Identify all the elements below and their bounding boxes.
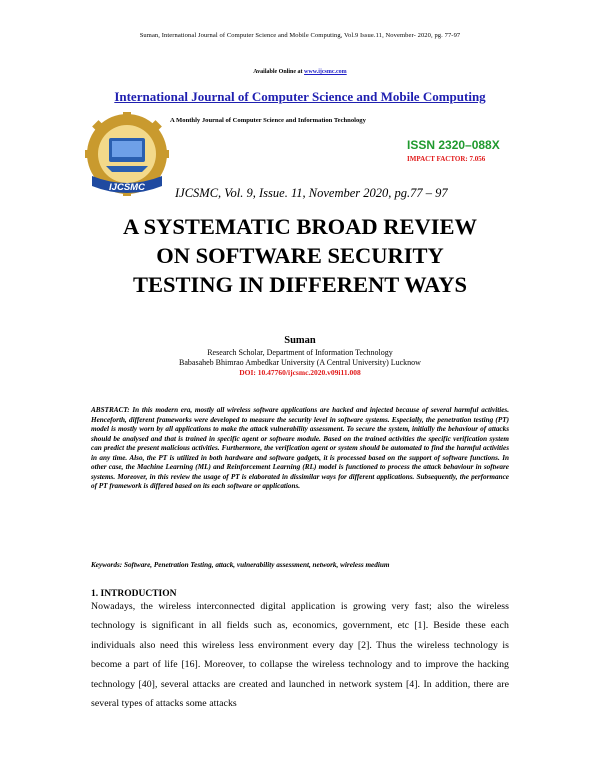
running-header: Suman, International Journal of Computer Science and Mobile Computing, Vol.9 Issue.11, November- 2020, pg. 77-97 xyxy=(139,32,461,39)
title-line: TESTING IN DIFFERENT WAYS xyxy=(132,272,468,297)
journal-subtitle: A Monthly Journal of Computer Science and Information Technology xyxy=(170,117,366,124)
logo-label: IJCSMC xyxy=(109,182,145,193)
availability-line xyxy=(0,69,600,75)
paper-title xyxy=(0,212,600,299)
journal-name[interactable]: International Journal of Computer Science and Mobile Computing xyxy=(114,89,486,104)
keywords: Keywords: Software, Penetration Testing, attack, vulnerability assessment, network, wireless medium xyxy=(91,561,390,569)
journal-website-link[interactable]: www.ijcsmc.com xyxy=(304,69,347,75)
issn-number: ISSN 2320–088X xyxy=(407,138,500,152)
title-line: A SYSTEMATIC BROAD REVIEW xyxy=(122,214,478,239)
author-name: Suman xyxy=(284,335,316,346)
author-affiliation-university: Babasaheb Bhimrao Ambedkar University (A Central University) Lucknow xyxy=(179,358,421,367)
doi[interactable]: DOI: 10.47760/ijcsmc.2020.v09i11.008 xyxy=(239,368,361,377)
section-heading-introduction: 1. INTRODUCTION xyxy=(91,589,177,599)
availability-label: Available Online at xyxy=(253,69,305,75)
abstract: ABSTRACT: In this modern era, mostly all wireless software applications are hacked and injected because of several harmful activities. Henceforth, different frameworks were developed to measure the security level in software systems. Especially, the penetration testing (PT) model is mostly worn by all applications to make the attack vulnerability assessment. To secure the system, initially the behaviour of attacks should be analysed and that is trained in specific agent or software module. Based on the trained activities the specific verification system can predict the present malicious activities. Furthermore, the verification agent or system should be automated to find the harmful activities in any time. Also, the PT is utilized in both hardware and software gadgets, it is processed based on the support of software functions. In other case, the Machine Learning (ML) and Reinforcement Learning (RL) model is functioned to process the attack behaviour in software systems. Moreover, in this review the usage of PT is elaborated in dissimilar ways for different applications. Subsequently, the performance of PT framework is differed based on its each software or applications. xyxy=(91,406,509,490)
author-affiliation-department: Research Scholar, Department of Information Technology xyxy=(207,348,393,357)
title-line: ON SOFTWARE SECURITY xyxy=(156,243,444,268)
impact-factor: IMPACT FACTOR: 7.056 xyxy=(407,155,486,163)
issue-citation: IJCSMC, Vol. 9, Issue. 11, November 2020, pg.77 – 97 xyxy=(175,186,448,200)
introduction-text: Nowadays, the wireless interconnected digital application is growing very fast; also the wireless technology is significant in all fields such as, economics, government, etc [1]. Beside these each individuals also need this wireless less environment every day [2]. Thus the wireless technology is become a part of life [16]. Moreover, to collapse the wireless technology and to improve the hacking technology [40], several attacks are created and launched in network system [4]. In addition, there are several types of attacks some attacks xyxy=(91,601,509,710)
